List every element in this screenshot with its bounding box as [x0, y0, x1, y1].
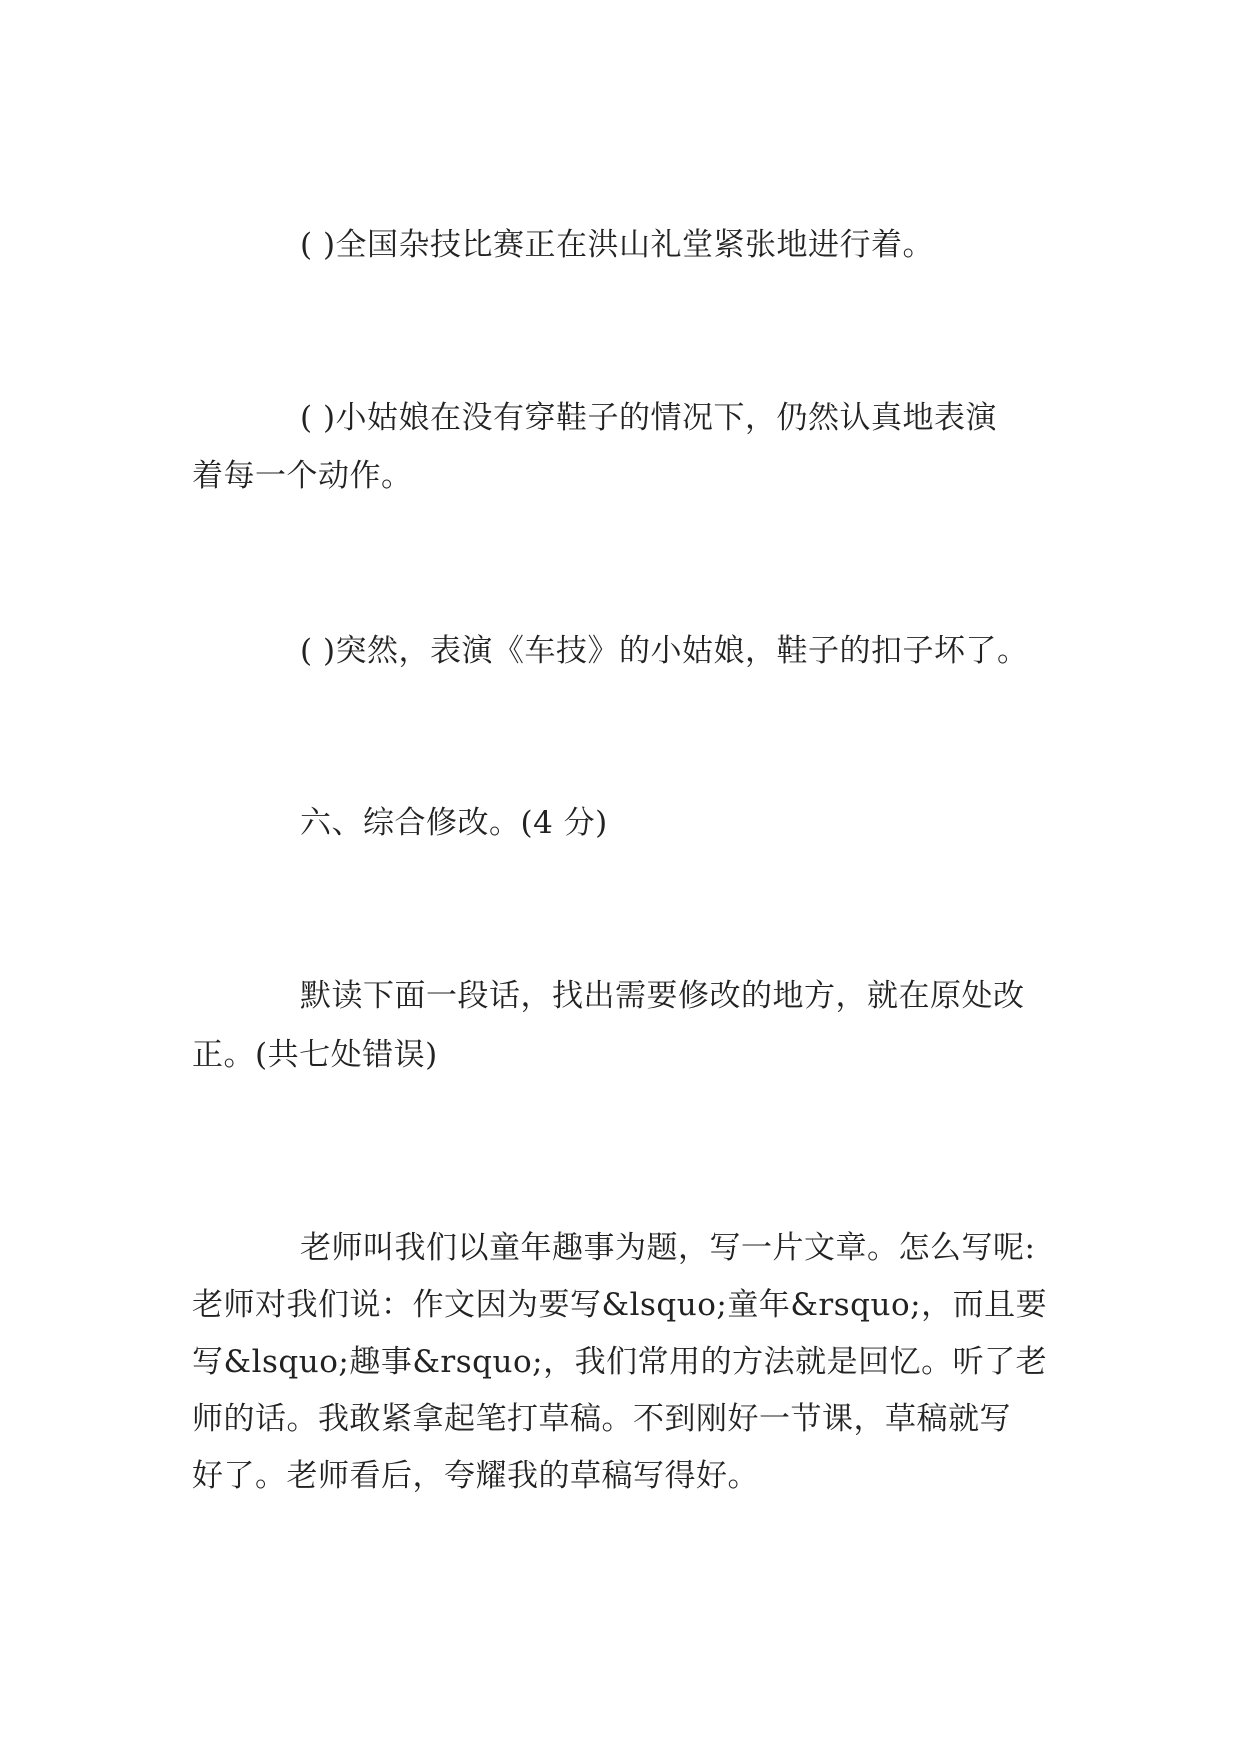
section-heading: 六、综合修改。(4 分) [300, 805, 608, 841]
instruction-line: 默读下面一段话，找出需要修改的地方，就在原处改 [300, 978, 1025, 1014]
question-line: ( )小姑娘在没有穿鞋子的情况下，仍然认真地表演 [300, 400, 998, 436]
passage-line: 写&lsquo;趣事&rsquo;，我们常用的方法就是回忆。听了老 [192, 1344, 1048, 1380]
passage-line: 好了。老师看后，夸耀我的草稿写得好。 [192, 1458, 759, 1494]
question-line-continuation: 着每一个动作。 [192, 458, 413, 494]
instruction-line-continuation: 正。(共七处错误) [192, 1037, 438, 1073]
passage-line: 老师叫我们以童年趣事为题，写一片文章。怎么写呢: [300, 1230, 1036, 1266]
passage-line: 老师对我们说：作文因为要写&lsquo;童年&rsquo;，而且要 [192, 1287, 1048, 1323]
passage-line: 师的话。我敢紧拿起笔打草稿。不到刚好一节课，草稿就写 [192, 1401, 1011, 1437]
question-line: ( )全国杂技比赛正在洪山礼堂紧张地进行着。 [300, 227, 935, 263]
question-line: ( )突然，表演《车技》的小姑娘，鞋子的扣子坏了。 [300, 633, 1029, 669]
